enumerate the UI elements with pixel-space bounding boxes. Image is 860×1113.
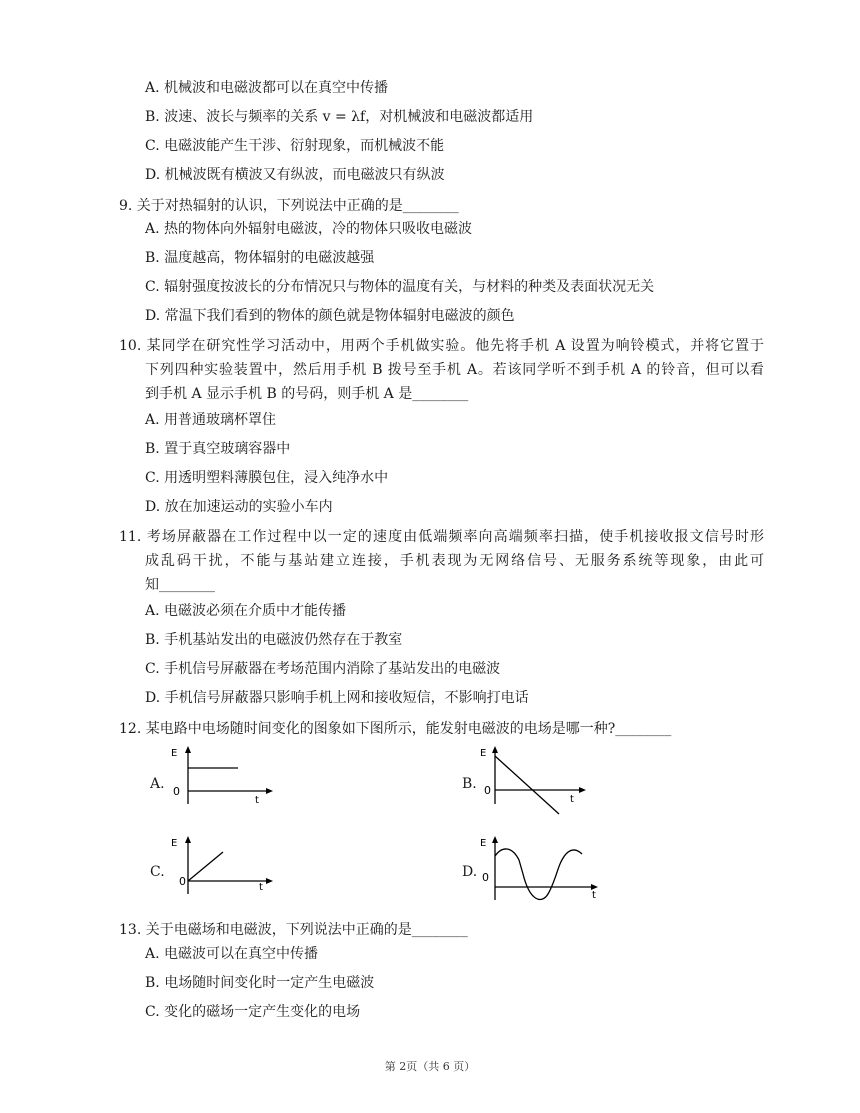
- graph-d-curve: [495, 849, 582, 900]
- q9-option-d: D. 常温下我们看到的物体的颜色就是物体辐射电磁波的颜色: [145, 308, 515, 324]
- q8-option-a: A. 机械波和电磁波都可以在真空中传播: [145, 80, 389, 96]
- q9-option-c: C. 辐射强度按波长的分布情况只与物体的温度有关，与材料的种类及表面状况无关: [145, 279, 655, 295]
- q11-option-a: A. 电磁波必须在介质中才能传播: [145, 603, 347, 619]
- q10-stem-line-3: 到手机 A 显示手机 B 的号码，则手机 A 是________: [145, 386, 469, 402]
- graph-d-axis-t: t: [592, 890, 596, 901]
- graph-a-origin: 0: [173, 785, 180, 798]
- q9-option-a: A. 热的物体向外辐射电磁波，冷的物体只吸收电磁波: [145, 221, 473, 237]
- graph-a-label: A.: [150, 776, 165, 792]
- q11-stem-line-3: 知________: [145, 577, 215, 593]
- graph-c-curve: [188, 852, 223, 881]
- graph-c-axis-t: t: [259, 882, 263, 893]
- q8-option-c: C. 电磁波能产生干涉、衍射现象，而机械波不能: [145, 138, 445, 154]
- graph-b-origin: 0: [484, 784, 491, 797]
- graph-d: [478, 832, 603, 908]
- q11-stem-line-1: 11. 考场屏蔽器在工作过程中以一定的速度由低端频率向高端频率扫描，使手机接收报文信号时形: [119, 529, 764, 545]
- graph-b-y-arrow: [492, 746, 498, 753]
- q9-stem: 9. 关于对热辐射的认识，下列说法中正确的是________: [119, 198, 459, 214]
- graph-b-axis-e: E: [480, 748, 487, 759]
- graph-b-label: B.: [462, 776, 477, 792]
- graph-a-y-arrow: [185, 746, 191, 753]
- q11-stem-line-2: 成乱码干扰，不能与基站建立连接，手机表现为无网络信号、无服务系统等现象，由此可: [145, 553, 764, 569]
- q13-option-a: A. 电磁波可以在真空中传播: [145, 946, 319, 962]
- graph-b-x-arrow: [579, 787, 586, 793]
- graph-b: [478, 742, 588, 818]
- q10-stem-line-2: 下列四种实验装置中，然后用手机 B 拨号至手机 A。若该同学听不到手机 A 的铃音，但可以看: [145, 362, 764, 378]
- q13-stem: 13. 关于电磁场和电磁波，下列说法中正确的是________: [119, 922, 468, 938]
- q13-option-c: C. 变化的磁场一定产生变化的电场: [145, 1004, 361, 1020]
- q9-option-b: B. 温度越高，物体辐射的电磁波越强: [145, 250, 375, 266]
- q10-option-a: A. 用普通玻璃杯罩住: [145, 412, 277, 428]
- q8-option-d: D. 机械波既有横波又有纵波，而电磁波只有纵波: [145, 167, 445, 183]
- graph-c-origin: 0: [179, 875, 186, 888]
- q11-option-c: C. 手机信号屏蔽器在考场范围内消除了基站发出的电磁波: [145, 661, 501, 677]
- q10-option-d: D. 放在加速运动的实验小车内: [145, 499, 333, 515]
- graph-c-x-arrow: [266, 878, 273, 884]
- q10-option-b: B. 置于真空玻璃容器中: [145, 441, 291, 457]
- graph-a: [165, 742, 275, 812]
- q11-option-b: B. 手机基站发出的电磁波仍然存在于教室: [145, 632, 403, 648]
- graph-b-curve: [495, 756, 559, 814]
- graph-d-y-arrow: [492, 836, 498, 843]
- graph-a-axis-t: t: [255, 795, 259, 806]
- q8-option-b: B. 波速、波长与频率的关系 v = λf，对机械波和电磁波都适用: [145, 109, 534, 125]
- graph-c: [165, 832, 280, 902]
- graph-a-axis-e: E: [171, 748, 178, 759]
- q13-option-b: B. 电场随时间变化时一定产生电磁波: [145, 975, 375, 991]
- graph-b-axis-t: t: [570, 794, 574, 805]
- graph-d-origin: 0: [482, 871, 489, 884]
- q12-stem: 12. 某电路中电场随时间变化的图象如下图所示，能发射电磁波的电场是哪一种?________: [119, 721, 672, 737]
- q10-stem-line-1: 10. 某同学在研究性学习活动中，用两个手机做实验。他先将手机 A 设置为响铃模式，并将它置于: [119, 338, 764, 354]
- graph-d-label: D.: [462, 864, 478, 880]
- graph-d-axis-e: E: [480, 838, 487, 849]
- page-footer: 第 2页（共 6 页）: [384, 1060, 476, 1073]
- graph-a-x-arrow: [266, 788, 273, 794]
- q11-option-d: D. 手机信号屏蔽器只影响手机上网和接收短信，不影响打电话: [145, 690, 529, 706]
- graph-c-label: C.: [150, 864, 165, 880]
- graph-c-y-arrow: [185, 836, 191, 843]
- graph-c-axis-e: E: [171, 838, 178, 849]
- q10-option-c: C. 用透明塑料薄膜包住，浸入纯净水中: [145, 470, 389, 486]
